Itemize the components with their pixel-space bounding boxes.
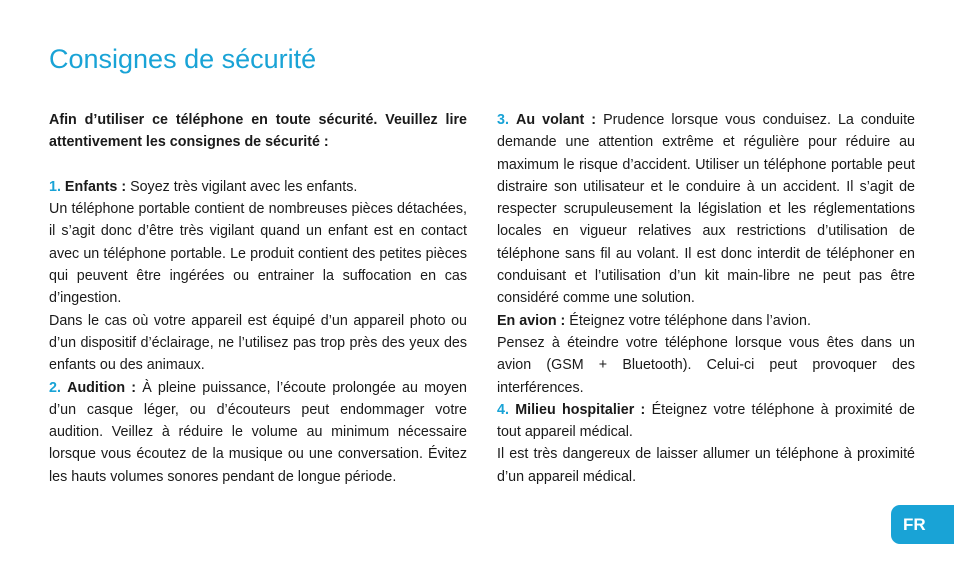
section-plane	[497, 310, 915, 332]
intro-text: Afin d’utiliser ce téléphone en toute sécurité. Veuillez lire attentivement les consignes de sécurité :	[49, 112, 467, 151]
spacer	[49, 154, 467, 176]
section-heading: Au volant :	[516, 112, 597, 128]
right-column	[497, 109, 915, 488]
section-number: 1.	[49, 178, 61, 195]
section-driving	[497, 109, 915, 310]
section-lead: Éteignez votre téléphone dans l’avion.	[565, 312, 811, 329]
section-text: À pleine puissance, l’écoute prolongée au moyen d’un casque léger, ou d’écouteurs peut endommager votre audition. Veillez à réduire le volume au minimum nécessaire lorsque vous écoutez de la musique ou une conversation. Évitez les hauts volumes sonores pendant de longue période.	[49, 379, 467, 485]
section-heading: Enfants :	[64, 178, 127, 195]
section-number: 2.	[49, 379, 61, 396]
page-title: Consignes de sécurité	[49, 44, 317, 74]
section-number: 3.	[497, 112, 509, 128]
section-lead: Soyez très vigilant avec les enfants.	[126, 178, 358, 195]
section-hearing	[49, 377, 467, 488]
paragraph: Dans le cas où votre appareil est équipé d’un appareil photo ou d’un dispositif d’éclairage, ne l’utilisez pas trop près des yeux des enfants ou des animaux.	[49, 312, 467, 374]
section-children	[49, 176, 467, 198]
paragraph: Un téléphone portable contient de nombreuses pièces détachées, il s’agit donc d’être très vigilant quand un enfant est en contact avec un téléphone portable. Le produit contient des petites pièces qui peuvent être ingérées ou entrainer la suffocation en cas d’ingestion.	[49, 201, 467, 307]
paragraph: Pensez à éteindre votre téléphone lorsque vous êtes dans un avion (GSM + Bluetooth). Celui-ci peut provoquer des interférences.	[497, 334, 915, 396]
section-text: Prudence lorsque vous conduisez. La conduite demande une attention extrême et régulière pour réduire au maximum le risque d’accident. Utiliser un téléphone portable peut distraire son utilisateur et le conduire à un accident. Il s’agit de respecter scrupuleusement la législation et les réglementations locales en vigueur relatives aux restrictions d’utilisation de téléphone sans fil au volant. Il est donc interdit de téléphoner en conduisant et l’utilisation d’un kit main-libre ne peut pas être considéré comme une solution.	[497, 112, 915, 307]
section-heading: Milieu hospitalier :	[515, 401, 646, 418]
section-heading: En avion :	[497, 312, 566, 329]
section-number: 4.	[497, 401, 509, 418]
section-heading: Audition :	[67, 379, 137, 396]
language-badge: FR	[891, 505, 954, 544]
left-column	[49, 109, 467, 488]
paragraph: Il est très dangereux de laisser allumer un téléphone à proximité d’un appareil médical.	[497, 446, 915, 485]
section-lead: Éteignez votre téléphone à proximité de tout appareil médical.	[497, 401, 915, 441]
section-hospital	[497, 399, 915, 444]
